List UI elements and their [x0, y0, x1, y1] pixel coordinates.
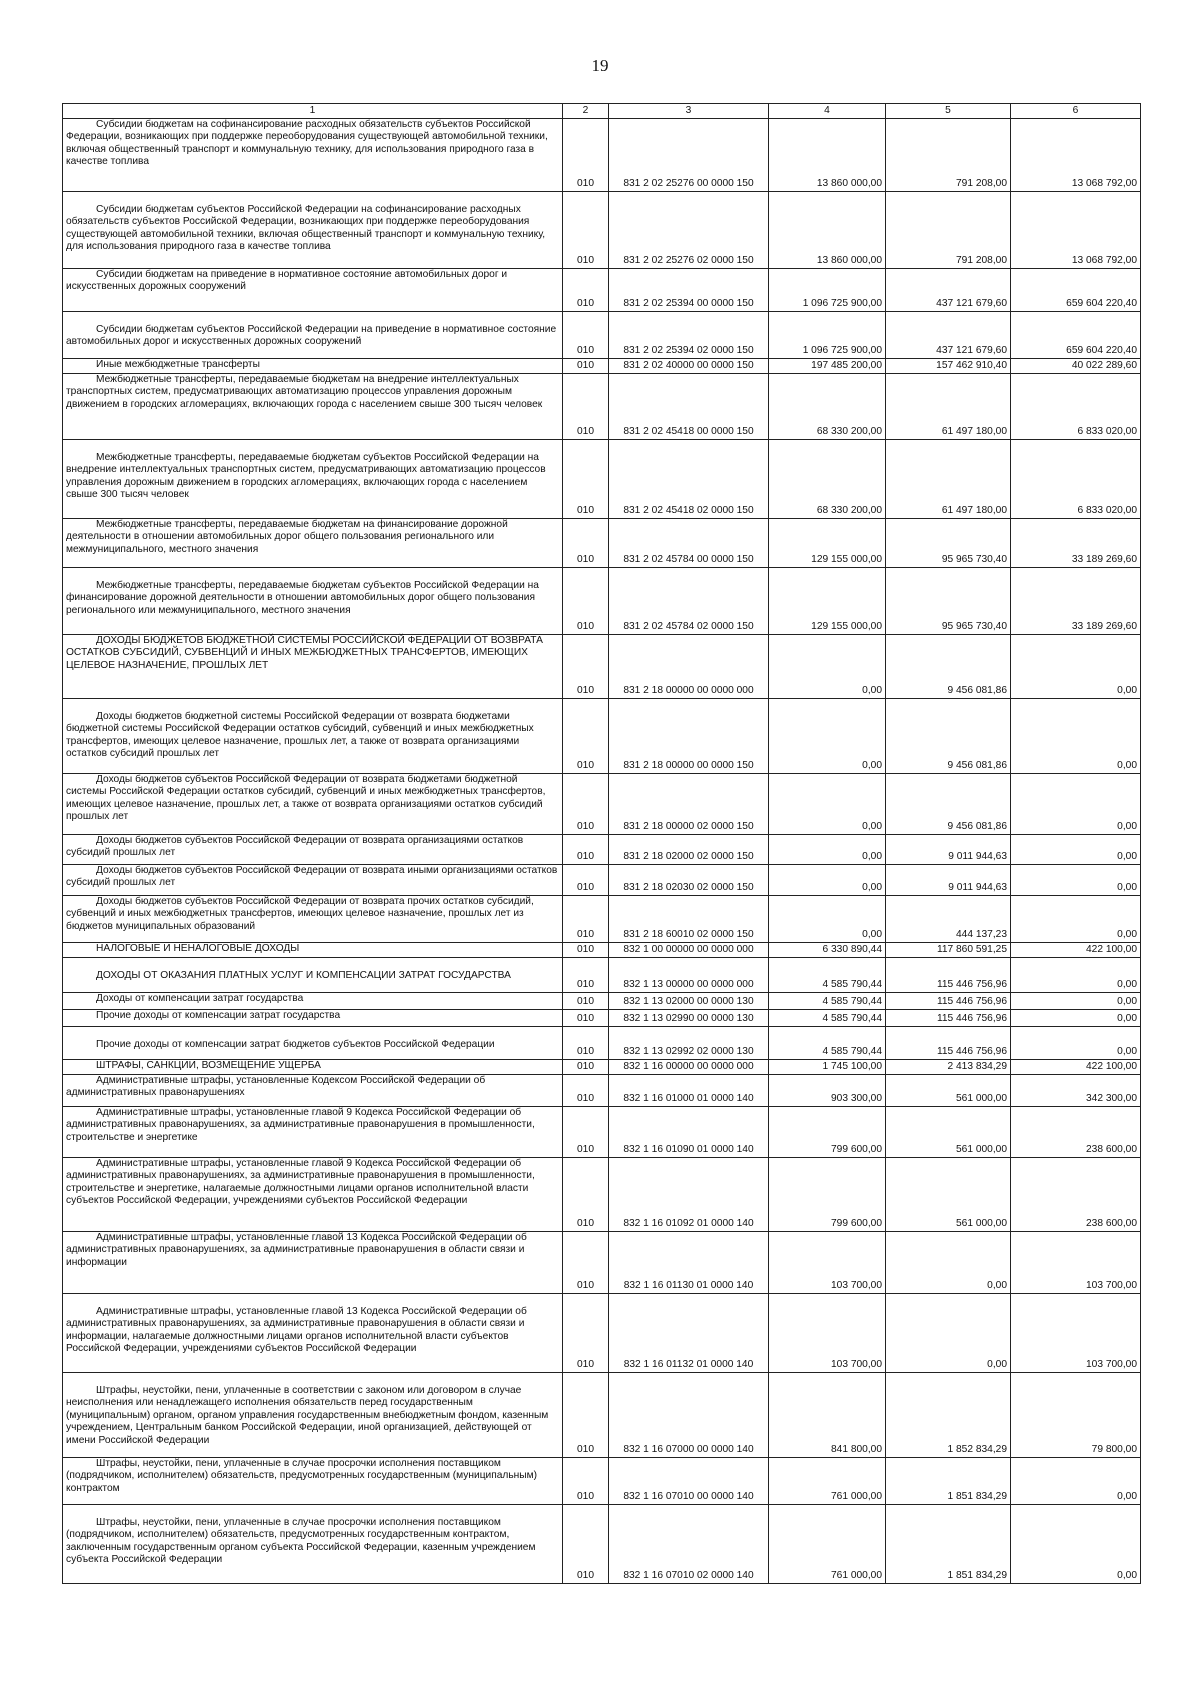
executed-amount-cell: 95 965 730,40	[886, 519, 1011, 568]
row-name-cell	[63, 1010, 563, 1027]
row-name-cell	[63, 269, 563, 312]
row-name: Штрафы, неустойки, пени, уплаченные в случае просрочки исполнения поставщиком (подрядчиком, исполнителем) обязательств, предусмотренных государственным контрактом, заключенным государственным органом субъекта Российской Федерации, казенным учреждением субъекта Российской Федерации	[66, 1517, 536, 1566]
table-row	[63, 1107, 1141, 1158]
budget-code-cell: 832 1 16 07010 00 0000 140	[609, 1458, 769, 1505]
line-code-cell: 010	[563, 269, 609, 312]
plan-amount-cell: 0,00	[769, 635, 886, 699]
executed-amount-cell: 0,00	[886, 1294, 1011, 1373]
executed-amount-cell: 561 000,00	[886, 1075, 1011, 1107]
remaining-amount-cell: 0,00	[1011, 1027, 1141, 1060]
plan-amount-cell: 0,00	[769, 774, 886, 835]
budget-code-cell: 832 1 16 01092 01 0000 140	[609, 1158, 769, 1232]
row-name-cell	[63, 635, 563, 699]
executed-amount-cell: 1 851 834,29	[886, 1458, 1011, 1505]
budget-code-cell: 832 1 13 00000 00 0000 000	[609, 958, 769, 993]
plan-amount-cell: 903 300,00	[769, 1075, 886, 1107]
line-code-cell: 010	[563, 635, 609, 699]
plan-amount-cell: 0,00	[769, 865, 886, 896]
remaining-amount-cell: 33 189 269,60	[1011, 568, 1141, 635]
line-code-cell: 010	[563, 1294, 609, 1373]
table-row	[63, 1010, 1141, 1027]
budget-code-cell: 831 2 18 00000 00 0000 150	[609, 699, 769, 774]
budget-code-cell: 832 1 13 02992 02 0000 130	[609, 1027, 769, 1060]
plan-amount-cell: 4 585 790,44	[769, 993, 886, 1010]
remaining-amount-cell: 659 604 220,40	[1011, 269, 1141, 312]
executed-amount-cell: 117 860 591,25	[886, 943, 1011, 958]
line-code-cell: 010	[563, 192, 609, 269]
plan-amount-cell: 1 096 725 900,00	[769, 312, 886, 359]
row-name-cell	[63, 1373, 563, 1458]
row-name-cell	[63, 1075, 563, 1107]
row-name-cell	[63, 312, 563, 359]
plan-amount-cell: 68 330 200,00	[769, 374, 886, 440]
budget-code-cell: 832 1 13 02000 00 0000 130	[609, 993, 769, 1010]
table-row	[63, 440, 1141, 519]
plan-amount-cell: 103 700,00	[769, 1294, 886, 1373]
row-name-cell	[63, 568, 563, 635]
row-name: Доходы бюджетов субъектов Российской Федерации от возврата организациями остатков субсидий прошлых лет	[66, 835, 524, 859]
row-name: Межбюджетные трансферты, передаваемые бюджетам субъектов Российской Федерации на финансирование дорожной деятельности в отношении автомобильных дорог общего пользования регионального или межмуниципального, местного значения	[66, 580, 539, 616]
row-name: Доходы бюджетов субъектов Российской Федерации от возврата прочих остатков субсидий, субвенций и иных межбюджетных трансфертов, имеющих целевое назначение, прошлых лет из бюджетов муниципальных образований	[66, 896, 534, 932]
budget-code-cell: 831 2 02 45784 00 0000 150	[609, 519, 769, 568]
column-header: 2	[563, 104, 609, 119]
plan-amount-cell: 103 700,00	[769, 1232, 886, 1294]
plan-amount-cell: 0,00	[769, 699, 886, 774]
remaining-amount-cell: 238 600,00	[1011, 1158, 1141, 1232]
row-name-cell	[63, 699, 563, 774]
budget-code-cell: 832 1 16 01090 01 0000 140	[609, 1107, 769, 1158]
table-row	[63, 312, 1141, 359]
row-name: Административные штрафы, установленные главой 13 Кодекса Российской Федерации об административных правонарушениях, за административные правонарушения в области связи и информации, налагаемые должностными лицами органов исполнительной власти субъектов Российской Федерации, учреждениями субъектов Российской Федерации	[66, 1306, 527, 1355]
row-name: Субсидии бюджетам на приведение в нормативное состояние автомобильных дорог и искусственных дорожных сооружений	[66, 269, 508, 293]
table-row	[63, 1294, 1141, 1373]
row-name-cell	[63, 192, 563, 269]
row-name-cell	[63, 1458, 563, 1505]
row-name-cell	[63, 896, 563, 943]
plan-amount-cell: 68 330 200,00	[769, 440, 886, 519]
row-name: НАЛОГОВЫЕ И НЕНАЛОГОВЫЕ ДОХОДЫ	[96, 943, 300, 954]
executed-amount-cell: 9 456 081,86	[886, 699, 1011, 774]
executed-amount-cell: 115 446 756,96	[886, 958, 1011, 993]
executed-amount-cell: 791 208,00	[886, 192, 1011, 269]
line-code-cell: 010	[563, 1158, 609, 1232]
column-number-row	[63, 104, 1141, 119]
table-row	[63, 635, 1141, 699]
table-row	[63, 359, 1141, 374]
budget-code-cell: 832 1 16 07010 02 0000 140	[609, 1505, 769, 1584]
budget-code-cell: 831 2 18 00000 00 0000 000	[609, 635, 769, 699]
row-name: ДОХОДЫ ОТ ОКАЗАНИЯ ПЛАТНЫХ УСЛУГ И КОМПЕНСАЦИИ ЗАТРАТ ГОСУДАРСТВА	[96, 970, 511, 981]
plan-amount-cell: 0,00	[769, 896, 886, 943]
row-name: Иные межбюджетные трансферты	[96, 359, 260, 370]
row-name: Административные штрафы, установленные главой 9 Кодекса Российской Федерации об административных правонарушениях, за административные правонарушения в промышленности, строительстве и энергетике, налагаемые должностными лицами органов исполнительной власти субъектов Российской Федерации, учреждениями субъектов Российской Федерации	[66, 1158, 535, 1207]
plan-amount-cell: 799 600,00	[769, 1158, 886, 1232]
plan-amount-cell: 4 585 790,44	[769, 958, 886, 993]
row-name-cell	[63, 835, 563, 865]
row-name: Прочие доходы от компенсации затрат бюджетов субъектов Российской Федерации	[96, 1039, 495, 1050]
line-code-cell: 010	[563, 1458, 609, 1505]
remaining-amount-cell: 422 100,00	[1011, 1060, 1141, 1075]
row-name-cell	[63, 1294, 563, 1373]
plan-amount-cell: 13 860 000,00	[769, 119, 886, 192]
remaining-amount-cell: 40 022 289,60	[1011, 359, 1141, 374]
remaining-amount-cell: 79 800,00	[1011, 1373, 1141, 1458]
line-code-cell: 010	[563, 774, 609, 835]
table-row	[63, 269, 1141, 312]
executed-amount-cell: 9 011 944,63	[886, 865, 1011, 896]
remaining-amount-cell: 33 189 269,60	[1011, 519, 1141, 568]
row-name-cell	[63, 865, 563, 896]
executed-amount-cell: 115 446 756,96	[886, 1010, 1011, 1027]
row-name-cell	[63, 359, 563, 374]
row-name: Межбюджетные трансферты, передаваемые бюджетам на финансирование дорожной деятельности в отношении автомобильных дорог общего пользования регионального или межмуниципального, местного значения	[66, 519, 508, 555]
budget-code-cell: 832 1 16 00000 00 0000 000	[609, 1060, 769, 1075]
row-name: Субсидии бюджетам субъектов Российской Федерации на софинансирование расходных обязательств субъектов Российской Федерации, возникающих при поддержке переоборудования существующей автомобильной техники, включая общественный транспорт и коммунальную технику, для использования природного газа в качестве топлива	[66, 204, 546, 253]
table-row	[63, 896, 1141, 943]
plan-amount-cell: 0,00	[769, 835, 886, 865]
plan-amount-cell: 761 000,00	[769, 1505, 886, 1584]
row-name-cell	[63, 993, 563, 1010]
executed-amount-cell: 561 000,00	[886, 1107, 1011, 1158]
line-code-cell: 010	[563, 119, 609, 192]
remaining-amount-cell: 0,00	[1011, 1458, 1141, 1505]
row-name-cell	[63, 774, 563, 835]
row-name-cell	[63, 1505, 563, 1584]
budget-code-cell: 831 2 18 60010 02 0000 150	[609, 896, 769, 943]
row-name-cell	[63, 943, 563, 958]
row-name: ДОХОДЫ БЮДЖЕТОВ БЮДЖЕТНОЙ СИСТЕМЫ РОССИЙСКОЙ ФЕДЕРАЦИИ ОТ ВОЗВРАТА ОСТАТКОВ СУБСИДИЙ, СУБВЕНЦИЙ И ИНЫХ МЕЖБЮДЖЕТНЫХ ТРАНСФЕРТОВ, ИМЕЮЩИХ ЦЕЛЕВОЕ НАЗНАЧЕНИЕ, ПРОШЛЫХ ЛЕТ	[66, 635, 543, 671]
remaining-amount-cell: 238 600,00	[1011, 1107, 1141, 1158]
plan-amount-cell: 13 860 000,00	[769, 192, 886, 269]
remaining-amount-cell: 0,00	[1011, 835, 1141, 865]
remaining-amount-cell: 0,00	[1011, 896, 1141, 943]
row-name: Межбюджетные трансферты, передаваемые бюджетам на внедрение интеллектуальных транспортных систем, предусматривающих автоматизацию процессов управления дорожным движением в городских агломерациях, включающих города с населением свыше 300 тысяч человек	[66, 374, 543, 410]
plan-amount-cell: 4 585 790,44	[769, 1027, 886, 1060]
budget-code-cell: 831 2 18 02030 02 0000 150	[609, 865, 769, 896]
budget-code-cell: 831 2 02 25276 00 0000 150	[609, 119, 769, 192]
table-row	[63, 943, 1141, 958]
remaining-amount-cell: 0,00	[1011, 865, 1141, 896]
row-name-cell	[63, 1107, 563, 1158]
column-header: 3	[609, 104, 769, 119]
budget-code-cell: 832 1 16 01132 01 0000 140	[609, 1294, 769, 1373]
table-body	[63, 119, 1141, 1584]
row-name-cell	[63, 958, 563, 993]
line-code-cell: 010	[563, 1232, 609, 1294]
remaining-amount-cell: 6 833 020,00	[1011, 374, 1141, 440]
row-name: Доходы от компенсации затрат государства	[96, 993, 304, 1004]
table-row	[63, 119, 1141, 192]
executed-amount-cell: 61 497 180,00	[886, 374, 1011, 440]
line-code-cell: 010	[563, 1027, 609, 1060]
revenue-table	[62, 103, 1141, 1584]
executed-amount-cell: 9 456 081,86	[886, 635, 1011, 699]
table-row	[63, 519, 1141, 568]
budget-code-cell: 831 2 02 25276 02 0000 150	[609, 192, 769, 269]
row-name: Штрафы, неустойки, пени, уплаченные в случае просрочки исполнения поставщиком (подрядчиком, исполнителем) обязательств, предусмотренных государственным (муниципальным) контрактом	[66, 1458, 538, 1494]
table-row	[63, 993, 1141, 1010]
line-code-cell: 010	[563, 568, 609, 635]
table-row	[63, 1505, 1141, 1584]
plan-amount-cell: 129 155 000,00	[769, 568, 886, 635]
executed-amount-cell: 95 965 730,40	[886, 568, 1011, 635]
remaining-amount-cell: 103 700,00	[1011, 1232, 1141, 1294]
executed-amount-cell: 115 446 756,96	[886, 993, 1011, 1010]
remaining-amount-cell: 0,00	[1011, 1505, 1141, 1584]
budget-code-cell: 831 2 02 25394 02 0000 150	[609, 312, 769, 359]
budget-code-cell: 832 1 16 07000 00 0000 140	[609, 1373, 769, 1458]
line-code-cell: 010	[563, 1060, 609, 1075]
executed-amount-cell: 444 137,23	[886, 896, 1011, 943]
budget-code-cell: 831 2 02 25394 00 0000 150	[609, 269, 769, 312]
remaining-amount-cell: 342 300,00	[1011, 1075, 1141, 1107]
plan-amount-cell: 6 330 890,44	[769, 943, 886, 958]
row-name: Доходы бюджетов бюджетной системы Российской Федерации от возврата бюджетами бюджетной системы Российской Федерации остатков субсидий, субвенций и иных межбюджетных трансфертов, имеющих целевое назначение, прошлых лет, а также от возврата организациями остатков субсидий прошлых лет	[66, 711, 534, 760]
table-row	[63, 835, 1141, 865]
budget-code-cell: 831 2 02 45418 00 0000 150	[609, 374, 769, 440]
plan-amount-cell: 1 096 725 900,00	[769, 269, 886, 312]
row-name-cell	[63, 440, 563, 519]
page-number: 19	[591, 56, 609, 75]
remaining-amount-cell: 659 604 220,40	[1011, 312, 1141, 359]
plan-amount-cell: 1 745 100,00	[769, 1060, 886, 1075]
plan-amount-cell: 129 155 000,00	[769, 519, 886, 568]
remaining-amount-cell: 0,00	[1011, 774, 1141, 835]
table-row	[63, 568, 1141, 635]
remaining-amount-cell: 0,00	[1011, 1010, 1141, 1027]
budget-code-cell: 831 2 02 45784 02 0000 150	[609, 568, 769, 635]
executed-amount-cell: 561 000,00	[886, 1158, 1011, 1232]
column-header: 4	[769, 104, 886, 119]
line-code-cell: 010	[563, 896, 609, 943]
remaining-amount-cell: 103 700,00	[1011, 1294, 1141, 1373]
budget-code-cell: 831 2 02 40000 00 0000 150	[609, 359, 769, 374]
row-name: Субсидии бюджетам субъектов Российской Федерации на приведение в нормативное состояние автомобильных дорог и искусственных дорожных сооружений	[66, 324, 557, 348]
executed-amount-cell: 9 456 081,86	[886, 774, 1011, 835]
line-code-cell: 010	[563, 865, 609, 896]
line-code-cell: 010	[563, 699, 609, 774]
row-name: Субсидии бюджетам на софинансирование расходных обязательств субъектов Российской Федерации, возникающих при поддержке переоборудования существующей автомобильной техники, включая общественный транспорт и коммунальную технику, для использования природного газа в качестве топлива	[66, 119, 548, 168]
line-code-cell: 010	[563, 835, 609, 865]
table-row	[63, 774, 1141, 835]
remaining-amount-cell: 0,00	[1011, 993, 1141, 1010]
executed-amount-cell: 437 121 679,60	[886, 312, 1011, 359]
executed-amount-cell: 2 413 834,29	[886, 1060, 1011, 1075]
table-row	[63, 1075, 1141, 1107]
executed-amount-cell: 9 011 944,63	[886, 835, 1011, 865]
table-row	[63, 699, 1141, 774]
row-name: Прочие доходы от компенсации затрат государства	[96, 1010, 341, 1021]
plan-amount-cell: 4 585 790,44	[769, 1010, 886, 1027]
row-name-cell	[63, 374, 563, 440]
table-row	[63, 1027, 1141, 1060]
table-row	[63, 192, 1141, 269]
row-name-cell	[63, 1232, 563, 1294]
table-row	[63, 1373, 1141, 1458]
remaining-amount-cell: 0,00	[1011, 699, 1141, 774]
line-code-cell: 010	[563, 1505, 609, 1584]
plan-amount-cell: 799 600,00	[769, 1107, 886, 1158]
line-code-cell: 010	[563, 943, 609, 958]
budget-code-cell: 831 2 02 45418 02 0000 150	[609, 440, 769, 519]
line-code-cell: 010	[563, 993, 609, 1010]
line-code-cell: 010	[563, 374, 609, 440]
remaining-amount-cell: 0,00	[1011, 958, 1141, 993]
budget-code-cell: 831 2 18 02000 02 0000 150	[609, 835, 769, 865]
executed-amount-cell: 61 497 180,00	[886, 440, 1011, 519]
table-row	[63, 865, 1141, 896]
row-name: Административные штрафы, установленные главой 13 Кодекса Российской Федерации об административных правонарушениях, за административные правонарушения в области связи и информации	[66, 1232, 527, 1268]
remaining-amount-cell: 13 068 792,00	[1011, 192, 1141, 269]
remaining-amount-cell: 0,00	[1011, 635, 1141, 699]
budget-code-cell: 832 1 13 02990 00 0000 130	[609, 1010, 769, 1027]
row-name: Штрафы, неустойки, пени, уплаченные в соответствии с законом или договором в случае неисполнения или ненадлежащего исполнения обязательств перед государственным (муниципальным) органом, органом управления государственным внебюджетным фондом, казенным учреждением, Центральным банком Российской Федерации, иной организацией, действующей от имени Российской Федерации	[66, 1385, 549, 1446]
row-name-cell	[63, 119, 563, 192]
column-header: 5	[886, 104, 1011, 119]
remaining-amount-cell: 422 100,00	[1011, 943, 1141, 958]
table-row	[63, 1232, 1141, 1294]
budget-code-cell: 832 1 00 00000 00 0000 000	[609, 943, 769, 958]
row-name-cell	[63, 519, 563, 568]
budget-code-cell: 832 1 16 01000 01 0000 140	[609, 1075, 769, 1107]
line-code-cell: 010	[563, 312, 609, 359]
line-code-cell: 010	[563, 359, 609, 374]
row-name-cell	[63, 1060, 563, 1075]
remaining-amount-cell: 6 833 020,00	[1011, 440, 1141, 519]
plan-amount-cell: 761 000,00	[769, 1458, 886, 1505]
column-header: 1	[63, 104, 563, 119]
table-row	[63, 958, 1141, 993]
executed-amount-cell: 1 852 834,29	[886, 1373, 1011, 1458]
budget-code-cell: 832 1 16 01130 01 0000 140	[609, 1232, 769, 1294]
line-code-cell: 010	[563, 440, 609, 519]
executed-amount-cell: 791 208,00	[886, 119, 1011, 192]
row-name: ШТРАФЫ, САНКЦИИ, ВОЗМЕЩЕНИЕ УЩЕРБА	[96, 1060, 321, 1071]
row-name: Доходы бюджетов субъектов Российской Федерации от возврата иными организациями остатков субсидий прошлых лет	[66, 865, 558, 889]
row-name: Административные штрафы, установленные Кодексом Российской Федерации об административных правонарушениях	[66, 1075, 486, 1099]
line-code-cell: 010	[563, 1010, 609, 1027]
executed-amount-cell: 0,00	[886, 1232, 1011, 1294]
table-row	[63, 1158, 1141, 1232]
line-code-cell: 010	[563, 1107, 609, 1158]
executed-amount-cell: 115 446 756,96	[886, 1027, 1011, 1060]
remaining-amount-cell: 13 068 792,00	[1011, 119, 1141, 192]
row-name: Административные штрафы, установленные главой 9 Кодекса Российской Федерации об административных правонарушениях, за административные правонарушения в промышленности, строительстве и энергетике	[66, 1107, 535, 1143]
budget-code-cell: 831 2 18 00000 02 0000 150	[609, 774, 769, 835]
column-header: 6	[1011, 104, 1141, 119]
table-row	[63, 1458, 1141, 1505]
table-row	[63, 374, 1141, 440]
executed-amount-cell: 157 462 910,40	[886, 359, 1011, 374]
plan-amount-cell: 841 800,00	[769, 1373, 886, 1458]
line-code-cell: 010	[563, 1373, 609, 1458]
row-name-cell	[63, 1158, 563, 1232]
table-row	[63, 1060, 1141, 1075]
line-code-cell: 010	[563, 519, 609, 568]
row-name: Доходы бюджетов субъектов Российской Федерации от возврата бюджетами бюджетной системы Российской Федерации остатков субсидий, субвенций и иных межбюджетных трансфертов, имеющих целевое назначение, прошлых лет, а также от возврата организациями остатков субсидий прошлых лет	[66, 774, 546, 823]
row-name-cell	[63, 1027, 563, 1060]
executed-amount-cell: 1 851 834,29	[886, 1505, 1011, 1584]
line-code-cell: 010	[563, 958, 609, 993]
line-code-cell: 010	[563, 1075, 609, 1107]
row-name: Межбюджетные трансферты, передаваемые бюджетам субъектов Российской Федерации на внедрение интеллектуальных транспортных систем, предусматривающих автоматизацию процессов управления дорожным движением в городских агломерациях, включающих города с населением свыше 300 тысяч человек	[66, 452, 546, 501]
executed-amount-cell: 437 121 679,60	[886, 269, 1011, 312]
plan-amount-cell: 197 485 200,00	[769, 359, 886, 374]
